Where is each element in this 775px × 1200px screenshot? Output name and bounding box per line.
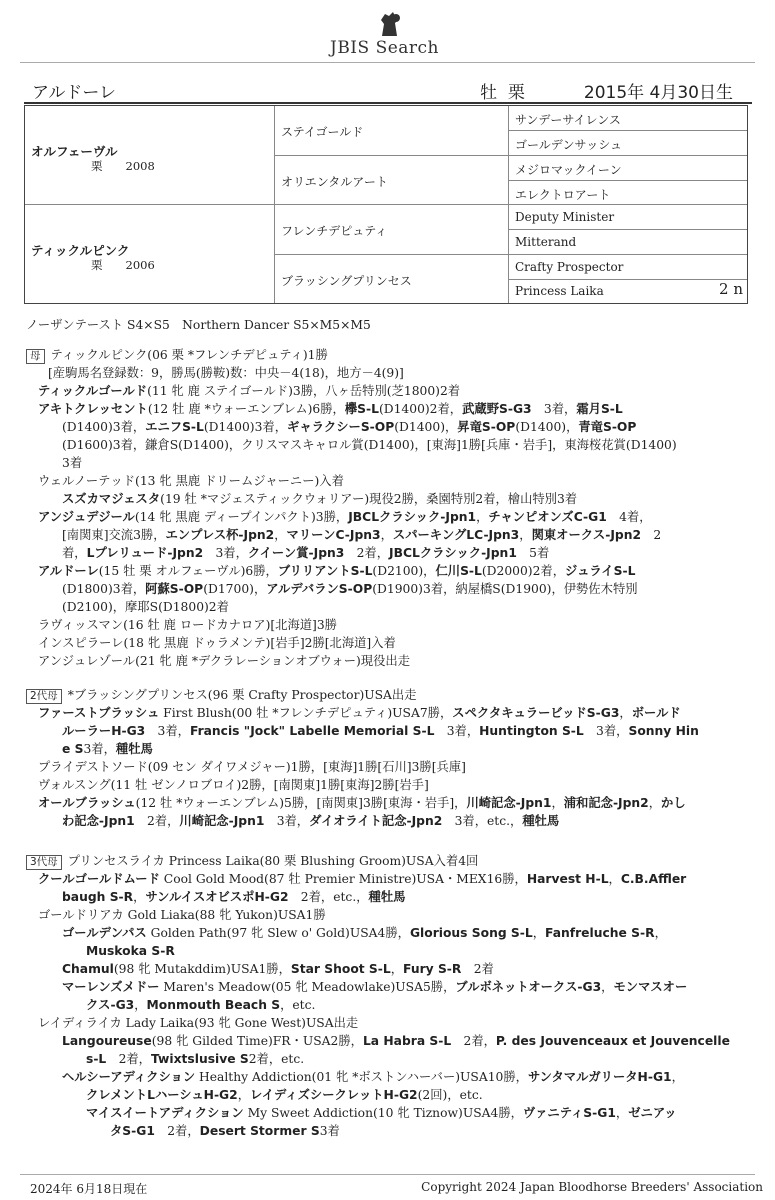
generation-badge: 3代母 (26, 855, 62, 870)
record-text: レイディライカ Lady Laika(93 牝 Gone West)USA出走 (38, 1016, 359, 1030)
footer-divider (20, 1174, 755, 1175)
top-divider (20, 62, 755, 63)
record-text: ， (601, 980, 614, 994)
horse-link[interactable]: マーレンズメドー (62, 980, 160, 994)
horse-link[interactable]: 仁川S-L (435, 564, 482, 578)
horse-link[interactable]: エンプレス杯-Jpn2 (165, 528, 275, 542)
family-line (62, 418, 636, 436)
generation-badge: 2代母 (26, 689, 62, 704)
pedigree-dd[interactable]: ブラッシングプリンセス (281, 274, 412, 288)
family-line (86, 942, 175, 960)
family-line (62, 978, 687, 996)
pedigree-sire[interactable]: オルフェーヴル (31, 144, 118, 159)
family-line (48, 364, 404, 382)
horse-color: 栗 (507, 83, 525, 103)
pedigree-sdd[interactable]: エレクトロアート (515, 188, 611, 202)
pedigree-sire-info: 栗 2008 (91, 159, 155, 173)
horse-link[interactable]: マイスイートアディクション (86, 1106, 244, 1120)
horse-link[interactable]: e S (62, 742, 84, 756)
record-text: 2着， (154, 1124, 200, 1138)
pedigree-ssd[interactable]: ゴールデンサッシュ (515, 138, 623, 152)
family-line (26, 852, 478, 870)
horse-header (30, 78, 747, 103)
inbreeding-note: ノーザンテースト S4×S5 Northern Dancer S5×M5×M5 (26, 318, 371, 332)
record-text: ゴールドリアカ Gold Liaka(88 牝 Yukon)USA1勝 (38, 908, 326, 922)
horse-link[interactable]: Fanfreluche S-R (545, 926, 655, 940)
record-text: ， (551, 796, 564, 810)
pedigree-ddd-cell (509, 280, 747, 303)
pedigree-table (24, 105, 748, 304)
family-line (62, 526, 661, 544)
horse-sex: 牡 (480, 83, 497, 103)
record-text: (15 牡 栗 オルフェーヴル)6勝， (98, 564, 278, 578)
record-text: 2着，etc. (248, 1052, 305, 1066)
record-text: (D1400)， (394, 420, 458, 434)
record-text: プリンセスライカ Princess Laika(80 栗 Blushing Groom)USA入着4回 (67, 854, 479, 868)
horse-link[interactable]: サンルイスオビスポH-G2 (145, 890, 289, 904)
record-text: (D1400)， (515, 420, 579, 434)
horse-link[interactable]: Glorious Song S-L (409, 926, 533, 940)
record-text: ， (134, 998, 147, 1012)
horse-link[interactable]: わ記念-Jpn1 (62, 814, 135, 828)
record-text: 2着， (451, 1034, 496, 1048)
horse-link[interactable]: クイーン賞-Jpn3 (247, 546, 345, 560)
horse-link[interactable]: レイディズシークレットH-G2 (250, 1088, 418, 1102)
record-text: [南関東]交流3勝， (62, 528, 166, 542)
horse-link[interactable]: ファーストブラッシュ (38, 706, 160, 720)
record-text: 3着， (203, 546, 248, 560)
horse-link[interactable]: クレメントLハーシュH-G2 (86, 1088, 238, 1102)
horse-link[interactable]: 武蔵野S-G3 (462, 402, 532, 416)
horse-link[interactable]: ゴールデンパス (62, 926, 147, 940)
record-text: 2着 (461, 962, 494, 976)
horse-link[interactable]: モンマスオー (613, 980, 688, 994)
pedigree-sss-cell (509, 106, 747, 131)
pedigree-sds[interactable]: メジロマックイーン (515, 163, 622, 177)
horse-logo-icon (376, 10, 404, 38)
jbis-logo[interactable] (328, 10, 458, 58)
horse-link[interactable]: アキトクレッセント (38, 402, 148, 416)
horse-link[interactable]: Sonny Hin (628, 724, 699, 738)
family-line (38, 906, 326, 924)
family-line (62, 888, 405, 906)
record-text: ， (237, 1088, 251, 1102)
record-text: Cool Gold Mood(87 牡 Premier Ministre)USA・MEX16勝， (159, 872, 527, 886)
horse-link[interactable]: Twixtslusive S (150, 1052, 249, 1066)
horse-link[interactable]: 青竜S-OP (578, 420, 637, 434)
family-line (62, 960, 494, 978)
family-line (62, 924, 667, 942)
record-text: ，etc. (280, 998, 316, 1012)
record-text: (D1400)3着， (203, 420, 288, 434)
pedigree-ssd-cell (509, 131, 747, 156)
horse-link[interactable]: Huntington S-L (479, 724, 584, 738)
footer-date: 2024年 6月18日現在 (30, 1182, 148, 1196)
record-text: 3着，etc.， (442, 814, 523, 828)
record-text: 4着， (606, 510, 652, 524)
horse-link[interactable]: JBCLクラシック-Jpn1 (348, 510, 477, 524)
horse-link[interactable]: タS-G1 (110, 1124, 155, 1138)
horse-link[interactable]: baugh S-R (62, 890, 134, 904)
footer-copyright: Copyright 2024 Japan Bloodhorse Breeders' Association (421, 1180, 763, 1194)
record-text: 2着， (344, 546, 390, 560)
horse-link[interactable]: エニフS-L (145, 420, 204, 434)
record-text: ， (654, 926, 667, 940)
horse-link[interactable]: ダイオライト記念-Jpn2 (309, 814, 443, 828)
family-line (38, 562, 635, 580)
horse-link[interactable]: マリーンC-Jpn3 (286, 528, 381, 542)
generation-badge: 母 (26, 349, 45, 364)
horse-link[interactable]: アンジュデジール (38, 510, 135, 524)
horse-link[interactable]: スペクタキュラービッドS-G3 (452, 706, 620, 720)
family-line (38, 382, 460, 400)
record-text: (D1700)， (203, 582, 267, 596)
family-line (38, 870, 686, 888)
horse-link[interactable]: 種牡馬 (522, 814, 560, 828)
pedigree-dsd-cell (509, 230, 747, 255)
horse-link[interactable]: サンタマルガリータH-G1 (527, 1070, 672, 1084)
family-line (26, 346, 328, 364)
record-text: Maren's Meadow(05 牝 Meadowlake)USA5勝， (159, 980, 456, 994)
family-line (62, 490, 577, 508)
horse-link[interactable]: アルデバランS-OP (266, 582, 373, 596)
logo-text: JBIS Search (330, 38, 440, 58)
family-line (38, 776, 429, 794)
record-text: Golden Path(97 牝 Slew o' Gold)USA4勝， (146, 926, 410, 940)
record-text: (D2000)2着， (481, 564, 566, 578)
family-line (62, 1032, 730, 1050)
family-line (38, 758, 466, 776)
header-divider (24, 102, 752, 104)
family-line (38, 616, 337, 634)
horse-link[interactable]: Muskoka S-R (86, 944, 175, 958)
pedigree-box-code: 2 n (719, 280, 743, 298)
record-text: プライデストソード(09 セン ダイワメジャー)1勝，[東海]1勝[石川]3勝[兵庫] (38, 760, 466, 774)
record-text: 2 (641, 528, 662, 542)
record-text: アンジュレゾール(21 牝 鹿 *デクラレーションオブウォー)現役出走 (38, 654, 410, 668)
horse-link[interactable]: 浦和記念-Jpn2 (563, 796, 649, 810)
pedigree-sd[interactable]: オリエンタルアート (281, 175, 388, 189)
record-text: ウェルノーテッド(13 牝 黒鹿 ドリームジャーニー)入着 (38, 474, 344, 488)
record-text: インスピラーレ(18 牝 黒鹿 ドゥラメンテ)[岩手]2勝[北海道]入着 (38, 636, 396, 650)
horse-link[interactable]: La Habra S-L (362, 1034, 452, 1048)
family-line (62, 598, 229, 616)
family-line (26, 686, 417, 704)
record-text: 3着 (62, 456, 83, 470)
record-text: (12 牡 *ウォーエンブレム)5勝，[南関東]3勝[東海・岩手]， (135, 796, 467, 810)
pedigree-ds[interactable]: フレンチデピュティ (281, 224, 388, 238)
family-line (86, 1104, 677, 1122)
family-line (38, 704, 681, 722)
family-line (62, 722, 699, 740)
horse-link[interactable]: JBCLクラシック-Jpn1 (389, 546, 517, 560)
record-text: 3着， (531, 402, 577, 416)
family-line (110, 1122, 340, 1140)
pedigree-ss[interactable]: ステイゴールド (281, 125, 364, 139)
horse-link[interactable]: クールゴールドムード (38, 872, 160, 886)
horse-link[interactable]: 川崎記念-Jpn1 (466, 796, 552, 810)
horse-link[interactable]: オールブラッシュ (38, 796, 136, 810)
pedigree-sd-cell (275, 156, 509, 205)
record-text: ヴォルスング(11 牡 ゼンノロブロイ)2勝，[南関東]1勝[東海]2勝[岩手] (38, 778, 429, 792)
family-line (62, 436, 677, 454)
record-text: ， (476, 510, 489, 524)
horse-link[interactable]: Langoureuse (62, 1034, 152, 1048)
pedigree-ds-cell (275, 205, 509, 255)
pedigree-dam-cell (25, 205, 275, 303)
pedigree-dss[interactable]: Deputy Minister (515, 210, 615, 224)
record-text: ， (133, 890, 146, 904)
horse-link[interactable]: 霜月S-L (576, 402, 623, 416)
horse-link[interactable]: s-L (86, 1052, 107, 1066)
horse-link[interactable]: ブルボネットオークス-G3 (455, 980, 602, 994)
horse-link[interactable]: ギャラクシーS-OP (287, 420, 395, 434)
pedigree-dam[interactable]: ティックルピンク (31, 243, 130, 258)
record-text: (2回)，etc. (417, 1088, 483, 1102)
horse-link[interactable]: ジュライS-L (565, 564, 636, 578)
pedigree-dds[interactable]: Crafty Prospector (515, 260, 624, 274)
horse-link[interactable]: 川崎記念-Jpn1 (179, 814, 265, 828)
record-text: ， (519, 528, 532, 542)
record-text: 3着 (319, 1124, 340, 1138)
family-line (62, 812, 559, 830)
horse-link[interactable]: P. des Jouvenceaux et Jouvencelle (495, 1034, 730, 1048)
record-text: ラヴィッスマン(16 牡 鹿 ロードカナロア)[北海道]3勝 (38, 618, 337, 632)
record-text: (D2100)，摩耶S(D1800)2着 (62, 600, 229, 614)
pedigree-dss-cell (509, 205, 747, 230)
horse-birth: 2015年 4月30日生 (583, 83, 733, 103)
family-line (62, 740, 153, 758)
horse-link[interactable]: ゼニアッ (628, 1106, 677, 1120)
family-line (38, 794, 686, 812)
record-text: My Sweet Addiction(10 牝 Tiznow)USA4勝， (243, 1106, 523, 1120)
horse-link[interactable]: 種牡馬 (115, 742, 153, 756)
horse-name: アルドーレ (32, 83, 116, 103)
record-text: 3着， (145, 724, 190, 738)
record-text: (98 牝 Gilded Time)FR・USA2勝， (151, 1034, 363, 1048)
record-text: ， (615, 1106, 629, 1120)
pedigree-sds-cell (509, 156, 747, 181)
record-text: 3着， (83, 742, 116, 756)
family-line (38, 508, 652, 526)
family-line (38, 652, 410, 670)
record-text: ， (390, 962, 404, 976)
record-text: ， (274, 528, 287, 542)
family-line (86, 996, 315, 1014)
horse-link[interactable]: Fury S-R (403, 962, 462, 976)
record-text: 着， (62, 546, 87, 560)
horse-link[interactable]: ボールド (631, 706, 681, 720)
horse-link[interactable]: チャンピオンズC-G1 (488, 510, 607, 524)
horse-link[interactable]: 種牡馬 (368, 890, 406, 904)
pedigree-sire-cell (25, 106, 275, 205)
horse-link[interactable]: スズカマジェスタ (62, 492, 161, 506)
family-line (62, 454, 82, 472)
record-text: (12 牡 鹿 *ウォーエンブレム)6勝， (147, 402, 345, 416)
horse-link[interactable]: 欅S-L (344, 402, 379, 416)
pedigree-sss[interactable]: サンデーサイレンス (515, 113, 621, 127)
family-line (62, 1068, 684, 1086)
record-text: (98 牝 Mutakddim)USA1勝， (113, 962, 291, 976)
horse-link[interactable]: スパーキングLC-Jpn3 (392, 528, 520, 542)
record-text: (D1900)3着，納屋橋S(D1900)，伊勢佐木特別 (372, 582, 638, 596)
record-text: First Blush(00 牡 *フレンチデピュティ)USA7勝， (159, 706, 453, 720)
record-text: ， (532, 926, 546, 940)
horse-link[interactable]: 関東オークス-Jpn2 (531, 528, 642, 542)
pedigree-dd-cell (275, 255, 509, 303)
horse-link[interactable]: Star Shoot S-L (290, 962, 391, 976)
pedigree-sdd-cell (509, 181, 747, 205)
family-line (86, 1050, 304, 1068)
record-text: [産駒馬名登録数：9，勝馬(勝鞍)数：中央－4(18)，地方－4(9)] (48, 366, 404, 380)
record-text: ティックルピンク(06 栗 *フレンチデピュティ)1勝 (50, 348, 328, 362)
record-text: *ブラッシングプリンセス(96 栗 Crafty Prospector)USA出走 (67, 688, 417, 702)
horse-link[interactable]: C.B.Affler (620, 872, 687, 886)
family-line (38, 634, 396, 652)
pedigree-ddd[interactable]: Princess Laika (515, 284, 604, 298)
pedigree-dam-info: 栗 2006 (91, 258, 155, 272)
record-text: (11 牝 鹿 ステイゴールド)3勝，八ヶ岳特別(芝1800)2着 (147, 384, 461, 398)
record-text: 3着， (264, 814, 310, 828)
record-text: (D1800)3着， (62, 582, 146, 596)
record-text: 2着，etc.， (288, 890, 369, 904)
record-text: 5着 (516, 546, 550, 560)
family-line (38, 1014, 358, 1032)
horse-link[interactable]: ヴァニティS-G1 (522, 1106, 616, 1120)
horse-link[interactable]: ティックルゴールド (38, 384, 148, 398)
horse-link[interactable]: Chamul (62, 962, 114, 976)
horse-link[interactable]: Harvest H-L (526, 872, 609, 886)
horse-link[interactable]: クス-G3 (86, 998, 135, 1012)
family-line (38, 472, 344, 490)
pedigree-dds-cell (509, 255, 747, 280)
horse-link[interactable]: Lプレリュード-Jpn2 (86, 546, 204, 560)
horse-link[interactable]: 阿蘇S-OP (145, 582, 204, 596)
horse-link[interactable]: Desert Stormer S (199, 1124, 320, 1138)
horse-link[interactable]: かし (661, 796, 686, 810)
family-line (86, 1086, 483, 1104)
pedigree-ss-cell (275, 106, 509, 156)
pedigree-dsd[interactable]: Mitterand (515, 235, 577, 249)
record-text: ， (619, 706, 632, 720)
horse-link[interactable]: Francis "Jock" Labelle Memorial S-L (189, 724, 435, 738)
record-text: (D1400)3着， (62, 420, 146, 434)
horse-sex-color (480, 78, 525, 103)
horse-link[interactable]: ルーラーH-G3 (62, 724, 146, 738)
horse-link[interactable]: 昇竜S-OP (457, 420, 516, 434)
family-line (38, 400, 623, 418)
record-text: (14 牝 黒鹿 ディープインパクト)3勝， (134, 510, 349, 524)
horse-link[interactable]: Monmouth Beach S (146, 998, 281, 1012)
horse-link[interactable]: アルドーレ (38, 564, 99, 578)
record-text: 3着， (434, 724, 480, 738)
family-line (62, 544, 549, 562)
record-text: (D1600)3着，鎌倉S(D1400)，クリスマスキャロル賞(D1400)，[東海]1勝[兵庫・岩手]，東海桜花賞(D1400) (62, 438, 677, 452)
horse-link[interactable]: ヘルシーアディクション (62, 1070, 196, 1084)
record-text: (D1400)2着， (378, 402, 463, 416)
record-text: Healthy Addiction(01 牝 *ボストンハーバー)USA10勝， (195, 1070, 528, 1084)
record-text: (D2100)， (372, 564, 436, 578)
record-text: (19 牡 *マジェスティックウォリアー)現役2勝，桑園特別2着，檜山特別3着 (160, 492, 578, 506)
record-text: ， (648, 796, 662, 810)
record-text: ， (380, 528, 393, 542)
record-text: 2着， (134, 814, 180, 828)
record-text: 3着， (583, 724, 629, 738)
record-text: ， (671, 1070, 684, 1084)
horse-link[interactable]: ブリリアントS-L (277, 564, 373, 578)
family-line (62, 580, 638, 598)
record-text: ， (608, 872, 621, 886)
record-text: 2着， (106, 1052, 151, 1066)
